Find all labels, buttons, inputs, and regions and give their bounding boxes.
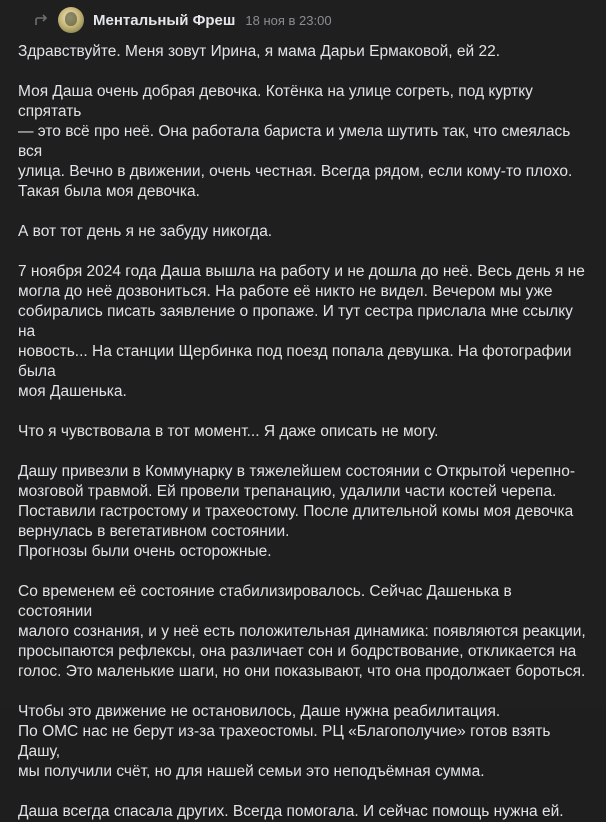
paragraph: Чтобы это движение не остановилось, Даше нужна реабилитация. По ОМС нас не берут из-за трахеостомы. РЦ «Благополучие» готов взять Дашу, мы получили счёт, но для нашей семьи это неподъёмная сумма. bbox=[18, 703, 551, 780]
post-date[interactable]: 18 ноя в 23:00 bbox=[245, 12, 332, 28]
paragraph: Что я чувствовала в тот момент... Я даже описать не могу. bbox=[18, 423, 439, 440]
paragraph: Дашу привезли в Коммунарку в тяжелейшем состоянии с Открытой черепно- мозговой травмой. Ей провели трепанацию, удалили части костей черепа. Поставили гастростому и трахеостому. После длительной комы моя девочка вернулась в вегетативном состоянии. Прогнозы были очень осторожные. bbox=[18, 463, 576, 560]
author-name[interactable]: Ментальный Фреш bbox=[93, 11, 236, 29]
paragraph: Моя Даша очень добрая девочка. Котёнка на улице согреть, под куртку спрятать — это всё про неё. Она работала бариста и умела шутить так, что смеялась вся улица. Вечно в движении, очень честная. Всегда рядом, если кому-то плохо. Такая была моя девочка. bbox=[18, 83, 573, 200]
paragraph: А вот тот день я не забуду никогда. bbox=[18, 223, 273, 240]
post-header bbox=[18, 0, 588, 40]
share-arrow-icon[interactable] bbox=[32, 11, 50, 29]
paragraph: 7 ноября 2024 года Даша вышла на работу и не дошла до неё. Весь день я не могла до неё дозвониться. На работе её никто не видел. Вечером мы уже собирались писать заявление о пропаже. И тут сестра прислала мне ссылку на новость... На станции Щербинка под поезд попала девушка. На фотографии была моя Дашенька. bbox=[18, 263, 585, 400]
avatar[interactable] bbox=[58, 7, 84, 33]
paragraph: Здравствуйте. Меня зовут Ирина, я мама Дарьи Ермаковой, ей 22. bbox=[18, 43, 501, 60]
paragraph: Со временем её состояние стабилизировалось. Сейчас Дашенька в состоянии малого сознания, и у неё есть положительная динамика: появляются реакции, просыпаются рефлексы, она различает сон и бодрствование, откликается на голос. Это маленькие шаги, но они показывают, что она продолжает бороться. bbox=[18, 583, 586, 680]
paragraph: Даша всегда спасала других. Всегда помогала. И сейчас помощь нужна ей. bbox=[18, 803, 564, 820]
post-text bbox=[18, 42, 588, 822]
